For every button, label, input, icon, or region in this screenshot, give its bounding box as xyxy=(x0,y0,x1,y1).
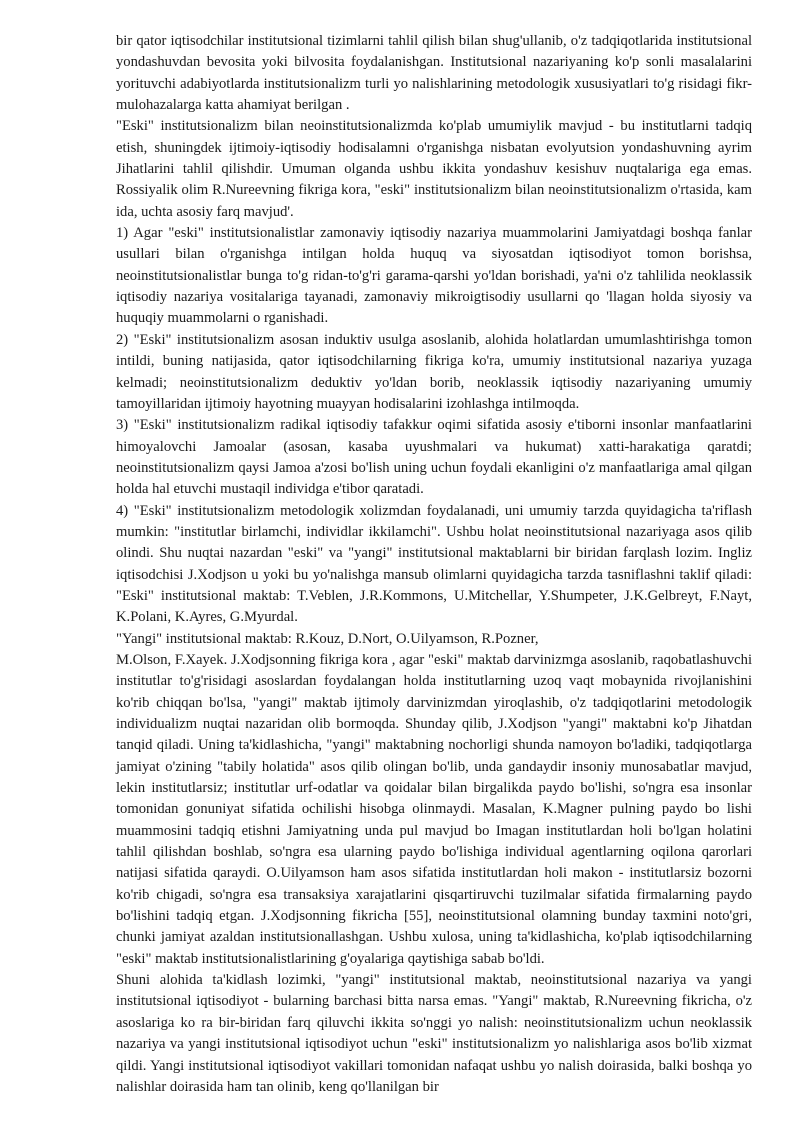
paragraph-intro-continuation: bir qator iqtisodchilar institutsional tizimlarni tahlil qilish bilan shug'ullanib, o'z tadqiqotlarida institutsional yondashuvdan bevosita yoki bilvosita foydalanishgan. Institutsional nazariyaning ko'p sonli masalalarini yorituvchi adabiyotlarda institutsionalizm turli yo nalishlarining metodologik xususiyatlari to'g risidagi fikr-mulohazalarga katta ahamiyat berilgan . xyxy=(116,33,752,114)
paragraph-new-school-list: "Yangi" institutsional maktab: R.Kouz, D.Nort, O.Uilyamson, R.Pozner, xyxy=(116,630,539,647)
paragraph-difference-3: 3) "Eski" institutsionalizm radikal iqtisodiy tafakkur oqimi sifatida asosiy e'tiborni insonlar manfaatlarini himoyalovchi Jamoalar (asosan, kasaba uyushmalari va hukumat) xatti-harakatiga qaratdi; neoinstitutsionalizm qaysi Jamoa a'zosi bo'lish uning uchun foydali ekanligini o'z manfaatlariga amal qilgan holda hal etuvchi mustaqil individga e'tibor qaratadi. xyxy=(116,417,752,498)
paragraph-old-vs-new-institutionalism: "Eski" institutsionalizm bilan neoinstitutsionalizmda ko'plab umumiylik mavjud - bu institutlarni tadqiq etish, shuningdek ijtimoiy-iqtisodiy hodisalamni o'rganishga nisbatan evolyutsion yondashuvning ayrim Jihatlarini tahlil qilishdir. Umuman olganda ushbu ikkita yondashuv kesishuv nuqtalariga ega emas. Rossiyalik olim R.Nureevning fikriga kora, "eski" institutsionalizm bilan neoinstitutsionalizm o'rtasida, kam ida, uchta asosiy farq mavjud'. xyxy=(116,118,752,220)
paragraph-hodgson-critique: M.Olson, F.Xayek. J.Xodjsonning fikriga kora , agar "eski" maktab darvinizmga asoslanib, raqobatlashuvchi institutlar to'g'risidagi asoslardan foydalangan holda institutlarning uzoq vaqt mobaynida rivojlanishini ko'rib chiqqan bo'lsa, "yangi" maktab ijtimoly darvinizmdan yiroqlashib, o'z tadqiqotlarini metodologik individualizm nuqtai nazaridan olib bormoqda. Shunday qilib, J.Xodjson "yangi" maktabni ko'p Jihatdan tanqid qiladi. Uning ta'kidlashicha, "yangi" maktabning nochorligi shunda namoyon bo'ladiki, tadqiqotlarga jamiyat o'zining "tabily holatida" asos qilib olingan bo'lib, unda gandaydir insoniy munosabatlar mavjud, lekin institutlarsiz; institutlar urf-odatlar va qoidalar bilan birgalikda paydo bo'lishi, so'ngra esa insonlar tomonidan gonuniyat sifatida ochilishi hisobga olinmaydi. Masalan, K.Magner pulning paydo bo lishi muammosini tadqiq etishni Jamiyatning unda pul mavjud bo Imagan institutlardan holi bo'lgan holatini tahlil qilishdan boshlab, so'ngra esa ularning paydo bo'lishiga individual agentlarning oqilona qarorlari natijasi sifatida qaraydi. O.Uilyamson ham asos sifatida institutlardan holi makon - institutlarsiz bozorni ko'rib chigadi, so'ngra esa transaksiya xarajatlarini qisqartiruvchi tuzilmalar sifatida firmalarning paydo bo'lishini tadqiq etgan. J.Xodjsonning fikricha [55], neoinstitutsional olamning bunday taxmini noto'gri, chunki jamiyat azaldan institutsionallashgan. Ushbu xulosa, uning ta'kidlashicha, ko'plab iqtisodchilarning "eski" maktab institutsionalistlarining g'oyalariga qaytishiga sabab bo'ldi. xyxy=(116,651,752,967)
paragraph-difference-4: 4) "Eski" institutsionalizm metodologik xolizmdan foydalanadi, uni umumiy tarzda quyidagicha ta'riflash mumkin: "institutlar birlamchi, individlar ikkilamchi". Ushbu holat neoinstitutsional nazariyaga asos qilib olindi. Shu nuqtai nazardan "eski" va "yangi" institutsional maktablarni bir biridan farqlash lozim. Ingliz iqtisodchisi J.Xodjson u yoki bu yo'nalishga mansub olimlarni quyidagicha tarzda tasniflashni taklif qiladi: "Eski" institutsional maktab: T.Veblen, J.R.Kommons, U.Mitchellar, Y.Shumpeter, J.K.Gelbreyt, F.Nayt, K.Polani, K.Ayres, G.Myurdal. xyxy=(116,502,752,626)
body-text xyxy=(116,31,752,1098)
paragraph-difference-2: 2) "Eski" institutsionalizm asosan induktiv usulga asoslanib, alohida holatlardan umumlashtirishga tomon intildi, buning natijasida, qator iqtisodchilarning fikriga ko'ra, umumiy institutsional nazariya yuzaga kelmadi; neoinstitutsionalizm deduktiv yo'ldan borib, neoklassik iqtisodiy nazariyaning umumiy tamoyillaridan ijtimoiy hayotning muayyan hodisalarini izohlashga intilmoqda. xyxy=(116,331,752,412)
paragraph-new-school-distinction: Shuni alohida ta'kidlash lozimki, "yangi" institutsional maktab, neoinstitutsional nazariya va yangi institutsional iqtisodiyot - bularning barchasi bitta narsa emas. "Yangi" maktab, R.Nureevning fikricha, o'z asoslariga ko ra bir-biridan farq qiluvchi ikkita so'nggi yo nalish: neoinstitutsionalizm uchun neoklassik nazariya va yangi institutsional iqtisodiyot uchun "eski" institutsionalizm yo nalishlariga asos bo'lib xizmat qildi. Yangi institutsional iqtisodiyot vakillari tomonidan nafaqat ushbu yo nalish doirasida, balki boshqa yo nalishlar doirasida ham tan olinib, keng qo'llanilgan bir xyxy=(116,972,752,1095)
paragraph-difference-1: 1) Agar "eski" institutsionalistlar zamonaviy iqtisodiy nazariya muammolarini Jamiyatdagi boshqa fanlar usullari bilan o'rganishga intilgan holda huquq va siyosatdan iqtisodiyot tomon borishsa, neoinstitutsionalistlar bunga to'g ridan-to'g'ri garama-qarshi yo'ldan borishadi, ya'ni o'z tahlilida neoklassik iqtisodiy nazariya vositalariga tayanadi, zamonaviy mikroigtisodiy usullarni qo 'llagan holda siyosiy va huquqiy muammolarni o rganishadi. xyxy=(116,225,752,327)
